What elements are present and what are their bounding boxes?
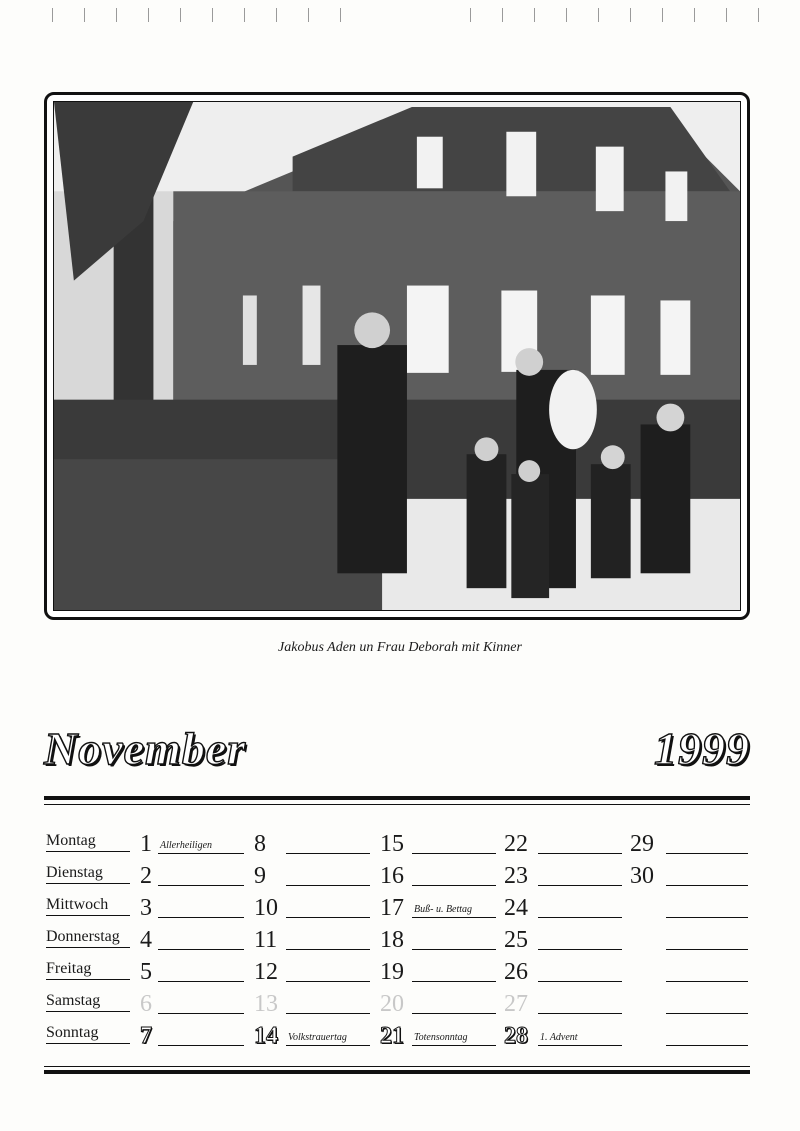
day-number: 8 [254,831,266,857]
writing-line [286,949,370,950]
day-cell [140,922,244,952]
writing-line [158,853,244,854]
day-cell [380,954,496,984]
day-number: 19 [380,959,404,985]
writing-line [286,885,370,886]
day-number: 7 [140,1023,152,1049]
day-cell [630,986,748,1016]
writing-line [538,981,622,982]
day-number: 17 [380,895,404,921]
day-cell [380,858,496,888]
writing-line [158,1013,244,1014]
month-title: November [44,723,247,774]
day-cell [254,986,370,1016]
holiday-note: Volkstrauertag [288,1032,347,1043]
day-number: 12 [254,959,278,985]
day-cell [254,922,370,952]
holiday-note: 1. Advent [540,1032,578,1043]
day-cell [254,890,370,920]
bottom-rule-thick [44,1070,750,1074]
day-number: 13 [254,991,278,1017]
writing-line [666,981,748,982]
day-cell [254,954,370,984]
day-number: 30 [630,863,654,889]
weekday-label: Dienstag [46,864,130,884]
writing-line [158,885,244,886]
day-number: 15 [380,831,404,857]
day-cell [380,1018,496,1048]
weekday-label: Mittwoch [46,896,130,916]
day-number: 25 [504,927,528,953]
day-number: 16 [380,863,404,889]
day-number: 5 [140,959,152,985]
writing-line [412,949,496,950]
day-cell [254,826,370,856]
writing-line [538,1045,622,1046]
day-number: 14 [254,1023,278,1049]
writing-line [538,853,622,854]
day-cell [630,1018,748,1048]
writing-line [666,949,748,950]
day-number: 2 [140,863,152,889]
weekday-label: Samstag [46,992,130,1012]
writing-line [538,917,622,918]
day-cell [380,922,496,952]
day-number: 10 [254,895,278,921]
top-rule-thick [44,796,750,800]
day-cell [504,922,622,952]
holiday-note: Totensonntag [414,1032,468,1043]
photo-caption: Jakobus Aden un Frau Deborah mit Kinner [278,640,522,655]
writing-line [412,917,496,918]
writing-line [666,917,748,918]
day-cell [140,1018,244,1048]
day-cell [254,1018,370,1048]
year-title: 1999 [654,723,750,774]
day-number: 29 [630,831,654,857]
writing-line [538,949,622,950]
day-number: 6 [140,991,152,1017]
day-number: 20 [380,991,404,1017]
writing-line [666,853,748,854]
day-number: 9 [254,863,266,889]
writing-line [286,1045,370,1046]
day-cell [630,826,748,856]
weekday-label: Donnerstag [46,928,130,948]
day-cell [380,986,496,1016]
writing-line [286,1013,370,1014]
writing-line [286,917,370,918]
day-number: 18 [380,927,404,953]
family-photo [53,101,741,611]
writing-line [666,885,748,886]
day-cell [504,954,622,984]
writing-line [158,917,244,918]
day-cell [630,890,748,920]
weekday-label: Sonntag [46,1024,130,1044]
day-cell [504,826,622,856]
writing-line [158,981,244,982]
day-number: 3 [140,895,152,921]
day-cell [140,826,244,856]
writing-line [158,949,244,950]
writing-line [286,981,370,982]
weekday-label: Freitag [46,960,130,980]
day-cell [254,858,370,888]
day-number: 22 [504,831,528,857]
holiday-note: Buß- u. Bettag [414,904,473,915]
writing-line [666,1045,748,1046]
writing-line [412,853,496,854]
top-rule-thin [44,804,750,805]
day-cell [140,986,244,1016]
bottom-rule-thin [44,1066,750,1067]
day-cell [140,858,244,888]
binding-holes [0,8,800,26]
day-cell [504,986,622,1016]
photo-frame [44,92,750,620]
writing-line [412,1045,496,1046]
writing-line [538,1013,622,1014]
writing-line [666,1013,748,1014]
day-cell [380,890,496,920]
day-cell [630,954,748,984]
writing-line [286,853,370,854]
day-number: 4 [140,927,152,953]
writing-line [158,1045,244,1046]
day-number: 28 [504,1023,528,1049]
day-number: 26 [504,959,528,985]
day-cell [630,922,748,952]
day-cell [380,826,496,856]
day-number: 21 [380,1023,404,1049]
day-cell [140,890,244,920]
day-number: 11 [254,927,278,953]
day-number: 24 [504,895,528,921]
holiday-note: Allerheiligen [160,840,213,851]
writing-line [412,981,496,982]
writing-line [412,1013,496,1014]
day-cell [504,890,622,920]
writing-line [412,885,496,886]
writing-line [538,885,622,886]
day-cell [504,1018,622,1048]
day-cell [630,858,748,888]
day-cell [140,954,244,984]
day-number: 27 [504,991,528,1017]
weekday-label: Montag [46,832,130,852]
day-cell [504,858,622,888]
day-number: 23 [504,863,528,889]
day-number: 1 [140,831,152,857]
